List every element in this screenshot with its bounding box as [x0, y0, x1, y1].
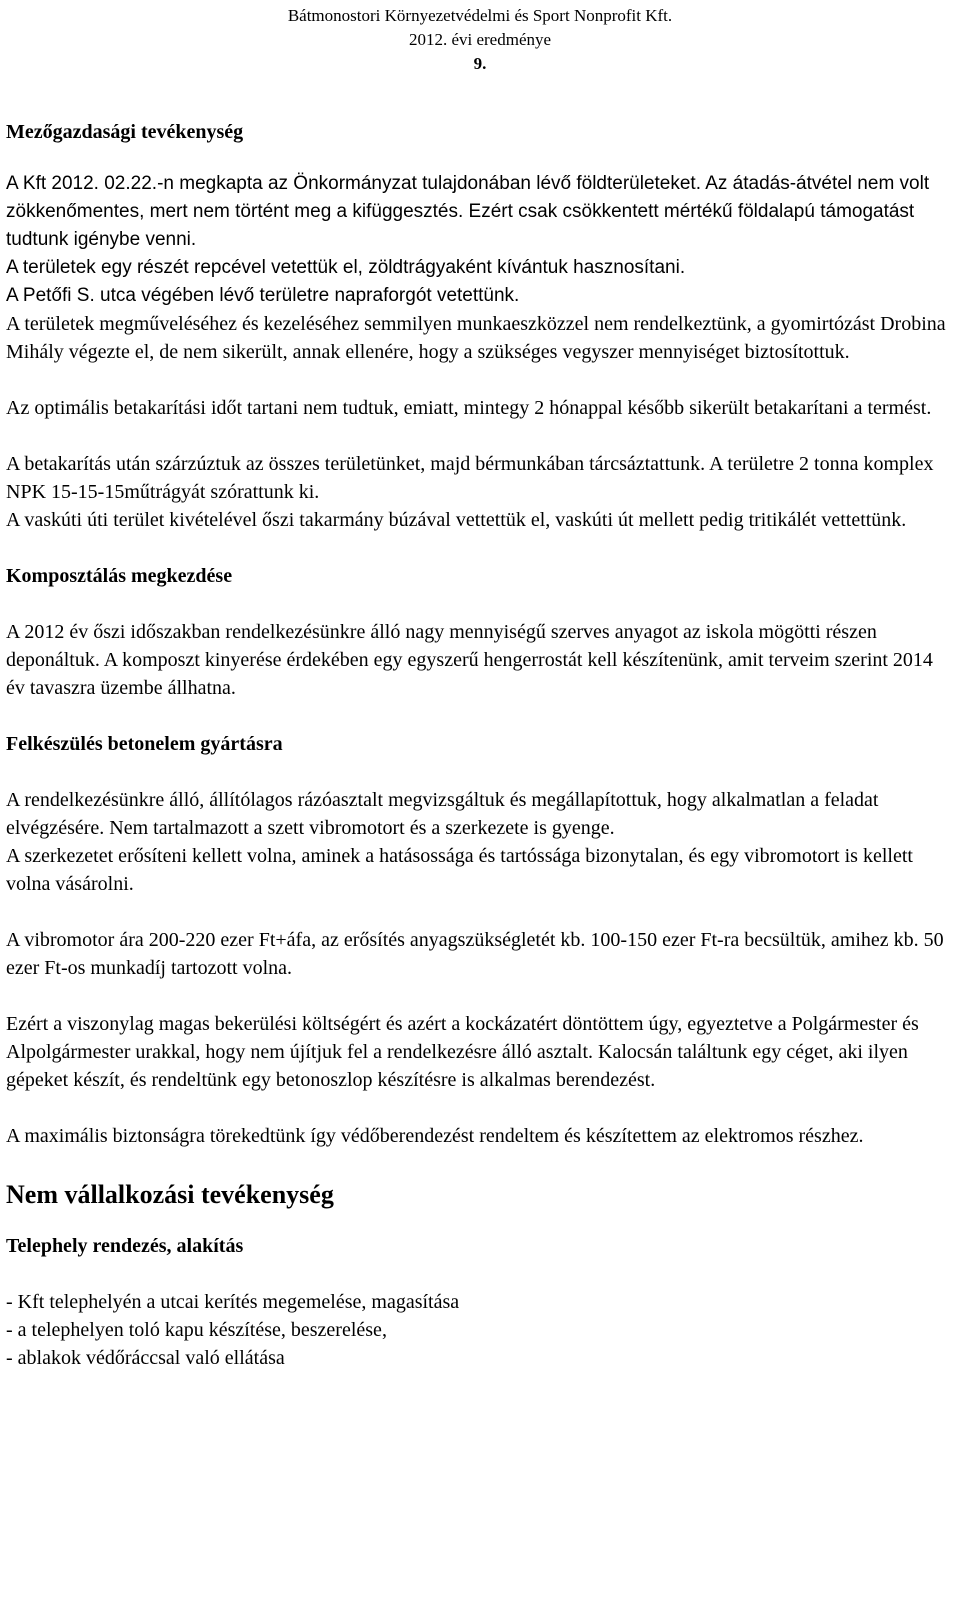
agri-paragraph-2: A területek egy részét repcével vetettük el, zöldtrágyaként kívántuk hasznosítani. — [6, 257, 686, 278]
concrete-paragraph-4: Ezért a viszonylag magas bekerülési költségért és azért a kockázatért döntöttem úgy, egyeztetve a Polgármester és Alpolgármester urakkal, hogy nem újítjuk fel a rendelkezésre álló asztalt. Kalocsán találtunk egy céget, aki ilyen gépeket készít, és rendeltünk egy betonoszlop készítésre is alkalmas berendezést. — [6, 1013, 919, 1091]
header-subtitle: 2012. évi eredménye — [408, 30, 552, 49]
list-item: - Kft telephelyén a utcai kerítés megemelése, magasítása — [6, 1291, 460, 1313]
concrete-paragraph-1: A rendelkezésünkre álló, állítólagos rázóasztalt megvizsgáltuk és megállapítottuk, hogy alkalmatlan a feladat elvégzésére. Nem tartalmazott a szett vibromotort és a szerkezete is gyenge. — [6, 789, 879, 839]
agri-paragraph-4: A területek megműveléséhez és kezeléséhez semmilyen munkaeszközzel nem rendelkeztünk, a gyomirtózást Drobina Mihály végezte el, de nem sikerült, annak ellenére, hogy a szükséges vegyszer mennyiséget biztosítottuk. — [6, 313, 946, 363]
nonbusiness-subtitle: Telephely rendezés, alakítás — [6, 1235, 244, 1257]
document-body — [6, 118, 951, 1372]
list-item: - a telephelyen toló kapu készítése, beszerelése, — [6, 1319, 387, 1341]
agri-paragraph-6: A betakarítás után szárzúztuk az összes területünket, majd bérmunkában tárcsáztattunk. A területre 2 tonna komplex NPK 15-15-15műtrágyát szórattunk ki. — [6, 453, 934, 503]
list-item: - ablakok védőráccsal való ellátása — [6, 1347, 285, 1369]
compost-paragraph-1: A 2012 év őszi időszakban rendelkezésünkre álló nagy mennyiségű szerves anyagot az iskola mögötti részen deponáltuk. A komposzt kinyerése érdekében egy egyszerű hengerrostát kell készítenünk, amit terveim szerint 2014 év tavaszra üzembe állhatna. — [6, 621, 933, 699]
page-header — [0, 4, 960, 76]
concrete-paragraph-5: A maximális biztonságra törekedtünk így védőberendezést rendeltem és készítettem az elektromos részhez. — [6, 1125, 864, 1147]
concrete-paragraph-2: A szerkezetet erősíteni kellett volna, aminek a hatásossága és tartóssága bizonytalan, és egy vibromotort is kellett volna vásárolni. — [6, 845, 913, 895]
agri-paragraph-1: A Kft 2012. 02.22.-n megkapta az Önkormányzat tulajdonában lévő földterületeket. Az átadás-átvétel nem volt zökkenőmentes, mert nem történt meg a kifüggesztés. Ezért csak csökkentett mértékű földalapú támogatást tudtunk igénybe venni. — [6, 173, 930, 250]
section-title-nonbusiness: Nem vállalkozási tevékenység — [6, 1180, 334, 1209]
concrete-paragraph-3: A vibromotor ára 200-220 ezer Ft+áfa, az erősítés anyagszükségletét kb. 100-150 ezer Ft-ra becsültük, amihez kb. 50 ezer Ft-os munkadíj tartozott volna. — [6, 929, 944, 979]
agri-paragraph-7: A vaskúti úti terület kivételével őszi takarmány búzával vettettük el, vaskúti út mellett pedig tritikálét vettettünk. — [6, 509, 907, 531]
agri-paragraph-5: Az optimális betakarítási időt tartani nem tudtuk, emiatt, mintegy 2 hónappal később sikerült betakarítani a termést. — [6, 397, 932, 419]
section-title-concrete: Felkészülés betonelem gyártásra — [6, 733, 283, 755]
section-title-compost: Komposztálás megkezdése — [6, 565, 233, 587]
agri-paragraph-3: A Petőfi S. utca végében lévő területre napraforgót vetettünk. — [6, 285, 520, 306]
page-number: 9. — [473, 54, 487, 73]
header-org: Bátmonostori Környezetvédelmi és Sport Nonprofit Kft. — [287, 6, 673, 25]
section-title-agri: Mezőgazdasági tevékenység — [6, 121, 244, 143]
